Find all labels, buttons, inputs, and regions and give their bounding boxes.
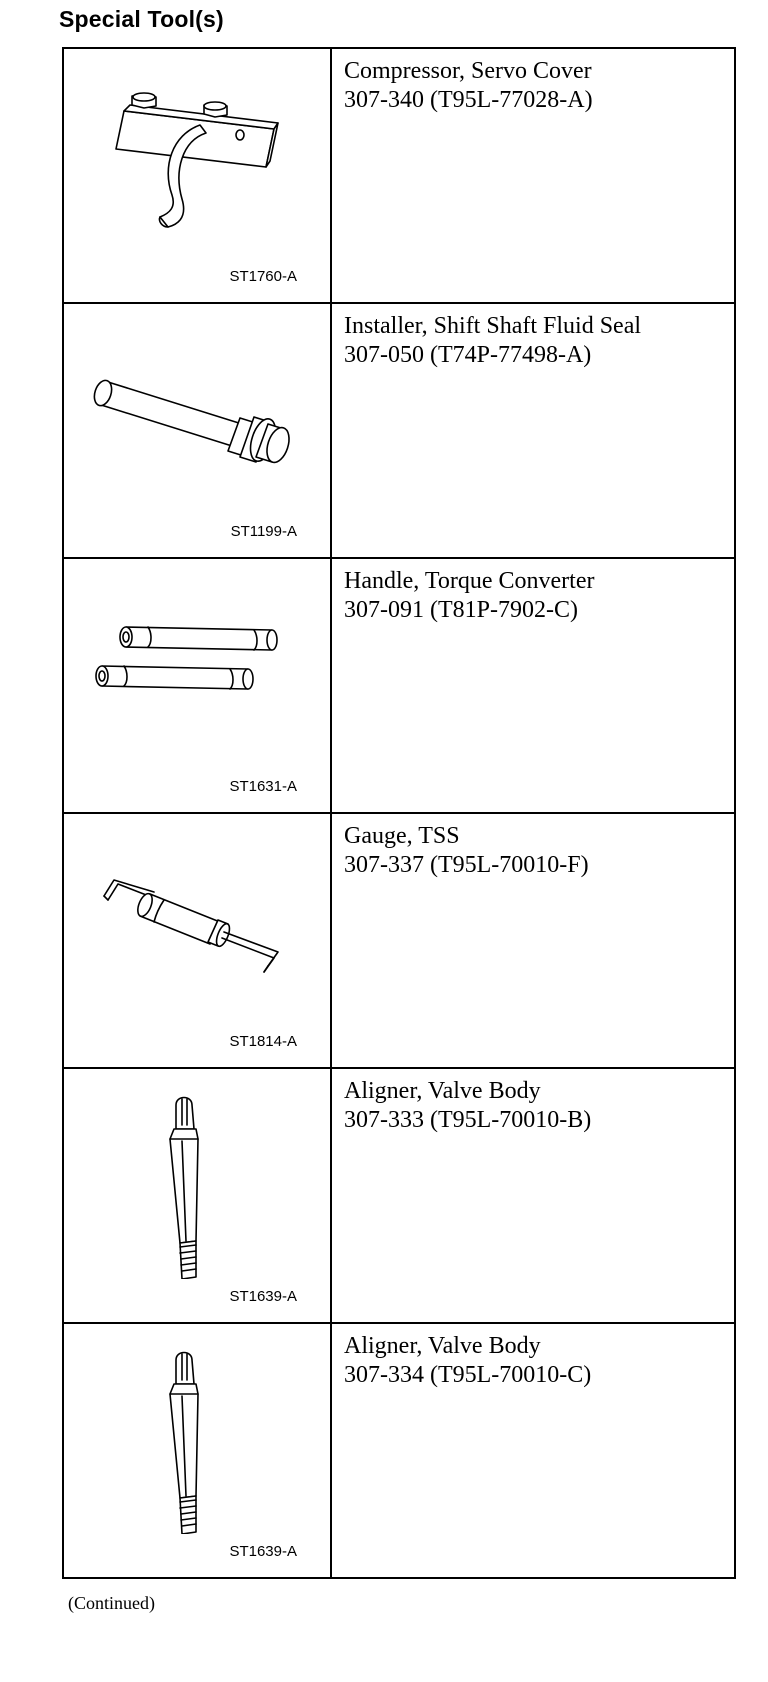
tool-number: 307-337 (T95L-70010-F)	[344, 852, 589, 878]
tool-description	[332, 304, 734, 557]
valve-body-aligner-icon	[64, 1324, 330, 1534]
tool-image-cell	[64, 559, 332, 812]
tool-name: Handle, Torque Converter	[344, 568, 595, 594]
tool-name: Installer, Shift Shaft Fluid Seal	[344, 313, 642, 339]
tool-id: ST1639-A	[229, 1543, 297, 1560]
table-row	[64, 812, 734, 1067]
tool-description	[332, 1324, 734, 1577]
table-row	[64, 1067, 734, 1322]
tool-number: 307-091 (T81P-7902-C)	[344, 597, 578, 623]
tool-id: ST1199-A	[230, 523, 297, 540]
tool-image-cell	[64, 49, 332, 302]
tool-number: 307-334 (T95L-70010-C)	[344, 1362, 592, 1388]
tool-image-cell	[64, 304, 332, 557]
tool-description	[332, 49, 734, 302]
tool-name: Compressor, Servo Cover	[344, 58, 592, 84]
tool-description	[332, 814, 734, 1067]
tool-name: Aligner, Valve Body	[344, 1078, 541, 1104]
tool-number: 307-050 (T74P-77498-A)	[344, 342, 592, 368]
tool-image-cell	[64, 1324, 332, 1577]
tool-id: ST1760-A	[229, 268, 297, 285]
tool-description	[332, 1069, 734, 1322]
torque-converter-handle-icon	[64, 559, 330, 769]
tool-image-cell	[64, 1069, 332, 1322]
tool-id: ST1639-A	[229, 1288, 297, 1305]
tool-description	[332, 559, 734, 812]
tool-id: ST1814-A	[229, 1033, 297, 1050]
tool-number: 307-340 (T95L-77028-A)	[344, 87, 593, 113]
tool-name: Gauge, TSS	[344, 823, 460, 849]
tool-number: 307-333 (T95L-70010-B)	[344, 1107, 592, 1133]
special-tools-table	[62, 47, 736, 1579]
tool-name: Aligner, Valve Body	[344, 1333, 541, 1359]
table-row	[64, 1322, 734, 1577]
continued-note: (Continued)	[68, 1593, 155, 1613]
seal-installer-icon	[64, 304, 330, 514]
table-row	[64, 557, 734, 812]
servo-cover-compressor-icon	[64, 49, 330, 259]
table-row	[64, 302, 734, 557]
page-title: Special Tool(s)	[59, 6, 224, 32]
tool-id: ST1631-A	[229, 778, 297, 795]
tool-image-cell	[64, 814, 332, 1067]
tss-gauge-icon	[64, 814, 330, 1024]
valve-body-aligner-icon	[64, 1069, 330, 1279]
table-row	[64, 49, 734, 302]
